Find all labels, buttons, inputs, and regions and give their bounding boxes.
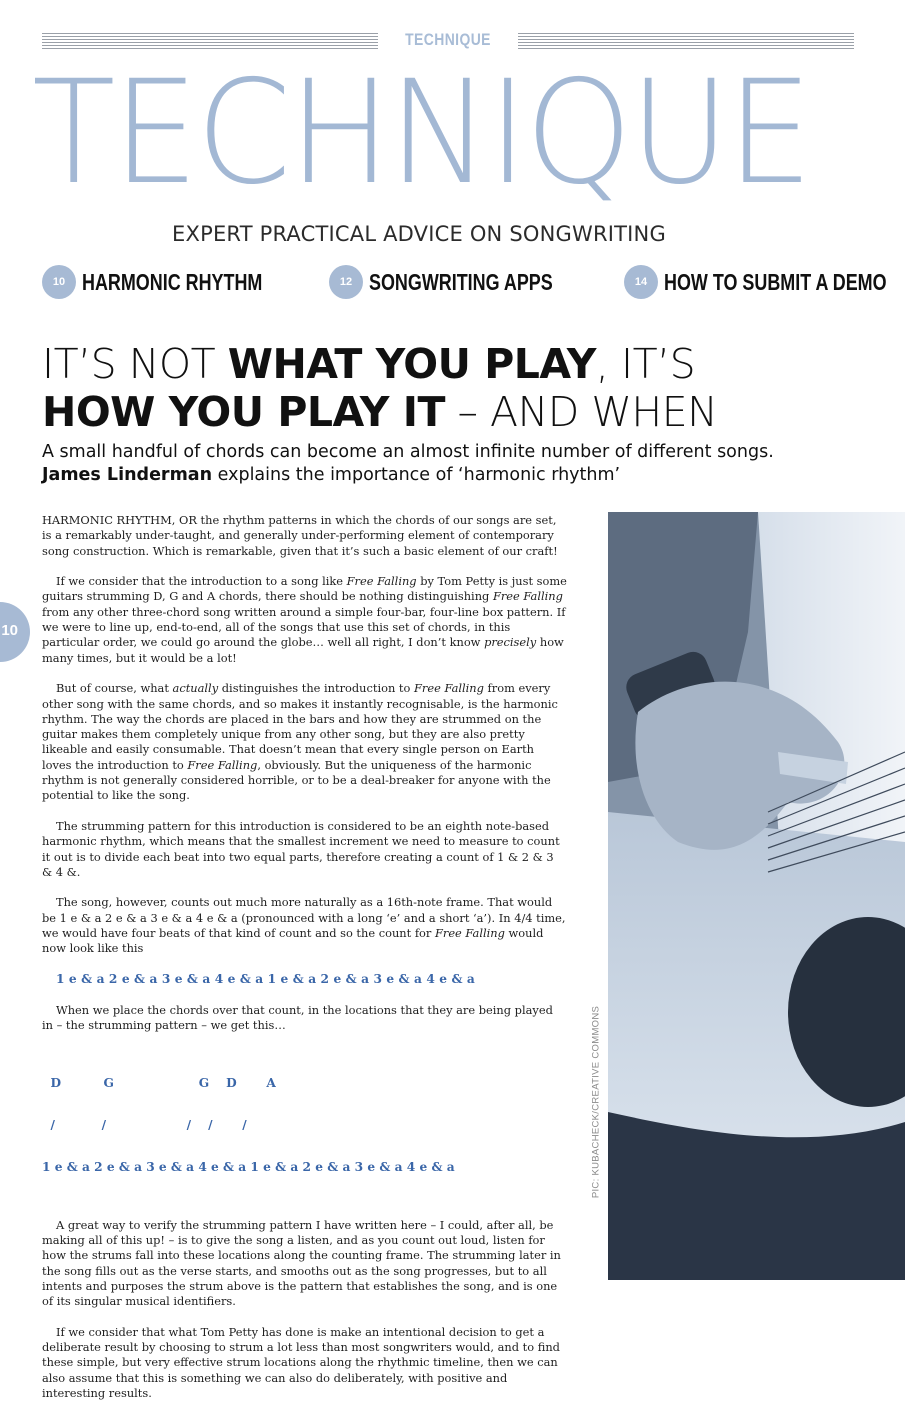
count-frame: 1 e & a 2 e & a 3 e & a 4 e & a 1 e & a 2 e & a 3 e & a 4 e & a (56, 971, 475, 986)
article-body (42, 513, 567, 1417)
lap-shadow (608, 1112, 905, 1280)
count-line: 1 e & a 2 e & a 3 e & a 4 e & a 1 e & a 2 e & a 3 e & a 4 e & a (42, 1160, 455, 1175)
author-name: James Linderman (42, 465, 213, 485)
nav-item-submit-demo[interactable] (624, 264, 905, 300)
section-tag: TECHNIQUE (405, 30, 491, 49)
page-number-badge: 10 (42, 265, 76, 299)
paragraph: The strumming pattern for this introduction is considered to be an eighth note-based harmonic rhythm, which means that the smallest increment we need to measure to count it out is to divide each beat into two equal parts, therefore creating a count of 1 & 2 & 3 & 4 &. (42, 818, 560, 879)
right-rule-lines (518, 33, 854, 49)
nav-item-songwriting-apps[interactable] (329, 264, 605, 300)
nav-item-harmonic-rhythm[interactable] (42, 264, 313, 300)
page-number-badge: 14 (624, 265, 658, 299)
photo-illustration (608, 512, 905, 1280)
nav-label: HOW TO SUBMIT A DEMO (664, 268, 887, 295)
section-title: TECHNIQUE (32, 49, 811, 216)
paragraph: A great way to verify the strumming pattern I have written here – I could, after all, be making all of this up! – is to give the song a listen, and as you count out loud, listen for how the strums fall into these locations along the counting frame. The strumming later in the song fills out as the verse starts, and smooths out as the song progresses, but to all intents and purposes the strum above is the pattern that establishes the song, and is one of its singular musical identifiers. (42, 1217, 561, 1309)
page-number-tab: 10 (0, 602, 30, 662)
chord-line: D G G D A (42, 1076, 276, 1091)
guitar-strumming-photo (608, 512, 905, 1280)
paragraph: When we place the chords over that count, in the locations that they are being played in – the strumming pattern – we get this… (42, 1002, 553, 1032)
paragraph: If we consider that what Tom Petty has done is make an intentional decision to get a deliberate result by choosing to strum a lot less than most songwriters would, and to find these simple, but very effective strum locations along the rhythmic timeline, then we can also assume that this is something we can also do deliberately, with positive and interesting results. (42, 1324, 560, 1400)
photo-credit: PIC: KUBACHECK/CREATIVE COMMONS (590, 1005, 602, 1199)
paragraph: But of course, what actually distinguishes the introduction to Free Falling from every other song with the same chords, and so makes it instantly recognisable, is the harmonic rhythm. The way the chords are placed in the bars and how they are strummed on the guitar makes them completely unique from any other song, but they are also pretty likeable and easily consumable. That doesn’t mean that every single person on Earth loves the introduction to Free Falling, obviously. But the uniqueness of the harmonic rhythm is not generally considered horrible, or to be a deal-breaker for anyone with the potential to like the song. (42, 681, 558, 803)
nav-label: SONGWRITING APPS (369, 268, 553, 295)
nav-label: HARMONIC RHYTHM (82, 268, 263, 295)
paragraph: HARMONIC RHYTHM, OR the rhythm patterns in which the chords of our songs are set, is a remarkably under-taught, and generally under-performing element of contemporary song construction. Which is remarkable, given that it’s such a basic element of our craft! (42, 513, 558, 558)
paragraph: If we consider that the introduction to a song like Free Falling by Tom Petty is just some guitars strumming D, G and A chords, there should be nothing distinguishing Free Falling from any other three-chord song written around a simple four-bar, four-line box pattern. If we were to line up, end-to-end, all of the songs that use this set of chords, in this particular order, we could go around the globe… well all right, I don’t know precisely how many times, but it would be a lot! (42, 574, 567, 665)
section-subtitle: EXPERT PRACTICAL ADVICE ON SONGWRITING (172, 222, 666, 246)
page-number-badge: 12 (329, 265, 363, 299)
standfirst: A small handful of chords can become an almost infinite number of different songs. James Linderman explains the importance of ‘harmonic rhythm’ (42, 442, 774, 485)
strum-line: / / / / / (42, 1118, 247, 1133)
article-headline: IT’S NOT WHAT YOU PLAY, IT’S HOW YOU PLAY IT – AND WHEN (42, 340, 718, 436)
paragraph: The song, however, counts out much more naturally as a 16th-note frame. That would be 1 e & a 2 e & a 3 e & a 4 e & a (pronounced with a long ‘e’ and a short ‘a’). In 4/4 time, we would have four beats of that kind of count and so the count for Free Falling would now look like this (42, 895, 566, 956)
strumming-chart (42, 1048, 567, 1202)
